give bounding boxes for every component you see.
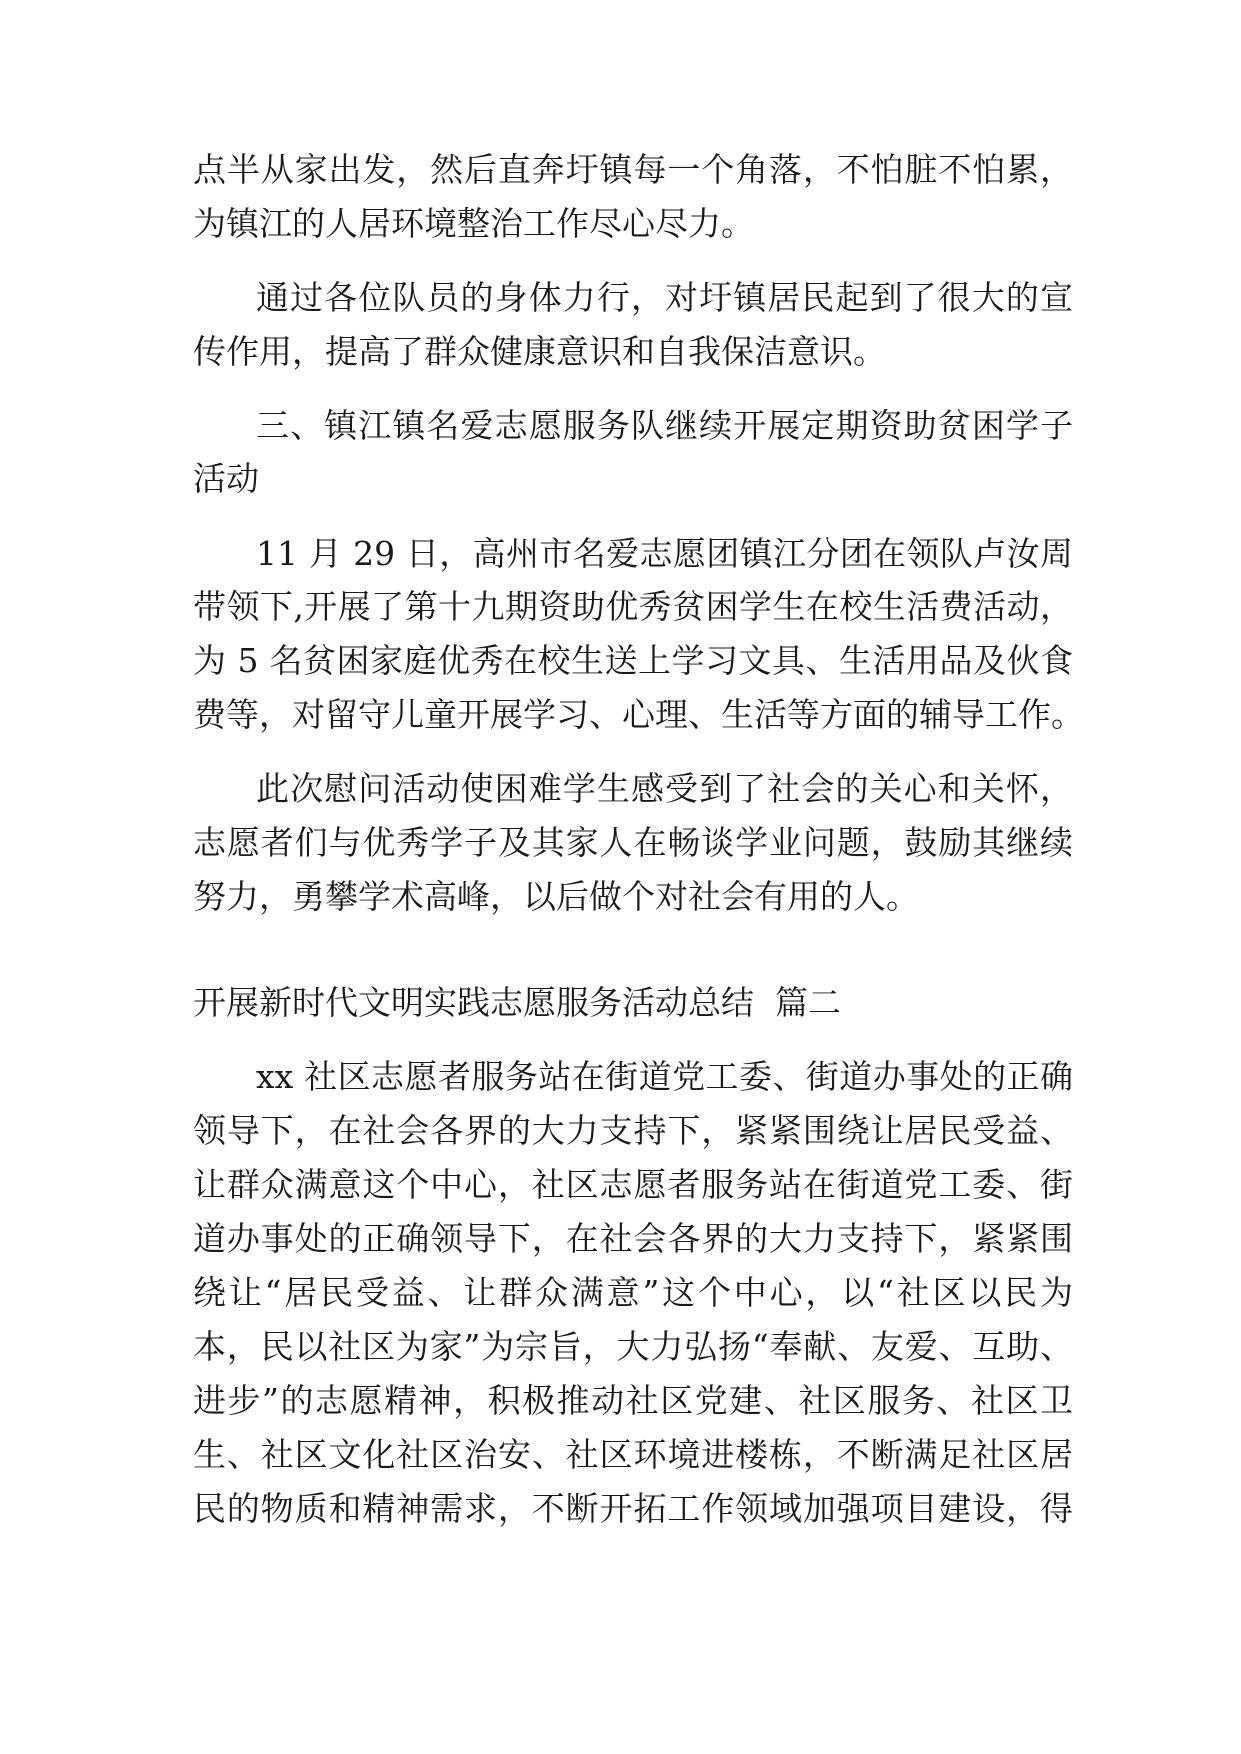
section-heading: 三、镇江镇名爱志愿服务队继续开展定期资助贫困学子 xyxy=(256,406,1073,445)
text-line: 努力，勇攀学术高峰，以后做个对社会有用的人。 xyxy=(193,877,919,916)
text-line: 领导下，在社会各界的大力支持下，紧紧围绕让居民受益、 xyxy=(193,1111,1073,1150)
text-line: 绕让“居民受益、让群众满意”这个中心，以“社区以民为 xyxy=(193,1273,1073,1312)
text-line: 点半从家出发，然后直奔圩镇每一个角落，不怕脏不怕累， xyxy=(193,150,1073,189)
text-line: 进步”的志愿精神，积极推动社区党建、社区服务、社区卫 xyxy=(193,1381,1073,1420)
text-line: 11 月 29 日，高州市名爱志愿团镇江分团在领队卢汝周 xyxy=(256,534,1073,573)
article-title: 开展新时代文明实践志愿服务活动总结 篇二 xyxy=(193,983,841,1022)
text-line: 为 5 名贫困家庭优秀在校生送上学习文具、生活用品及伙食 xyxy=(193,641,1073,680)
text-line: 民的物质和精神需求，不断开拓工作领域加强项目建设，得 xyxy=(193,1489,1073,1528)
text-line: xx 社区志愿者服务站在街道党工委、街道办事处的正确 xyxy=(256,1057,1073,1096)
text-line: 生、社区文化社区治安、社区环境进楼栋，不断满足社区居 xyxy=(193,1435,1073,1474)
text-line: 通过各位队员的身体力行，对圩镇居民起到了很大的宣 xyxy=(256,278,1073,317)
text-line: 此次慰问活动使困难学生感受到了社会的关心和关怀， xyxy=(256,769,1073,808)
text-line: 带领下,开展了第十九期资助优秀贫困学生在校生活费活动， xyxy=(193,587,1073,626)
section-heading: 活动 xyxy=(193,459,259,498)
text-line: 让群众满意这个中心，社区志愿者服务站在街道党工委、街 xyxy=(193,1165,1073,1204)
text-line: 道办事处的正确领导下，在社会各界的大力支持下，紧紧围 xyxy=(193,1219,1073,1258)
text-line: 志愿者们与优秀学子及其家人在畅谈学业问题，鼓励其继续 xyxy=(193,823,1073,862)
text-line: 本，民以社区为家”为宗旨，大力弘扬“奉献、友爱、互助、 xyxy=(193,1327,1073,1366)
text-line: 传作用，提高了群众健康意识和自我保洁意识。 xyxy=(193,332,886,371)
text-line: 为镇江的人居环境整治工作尽心尽力。 xyxy=(193,204,754,243)
text-line: 费等，对留守儿童开展学习、心理、生活等方面的辅导工作。 xyxy=(193,695,1084,734)
